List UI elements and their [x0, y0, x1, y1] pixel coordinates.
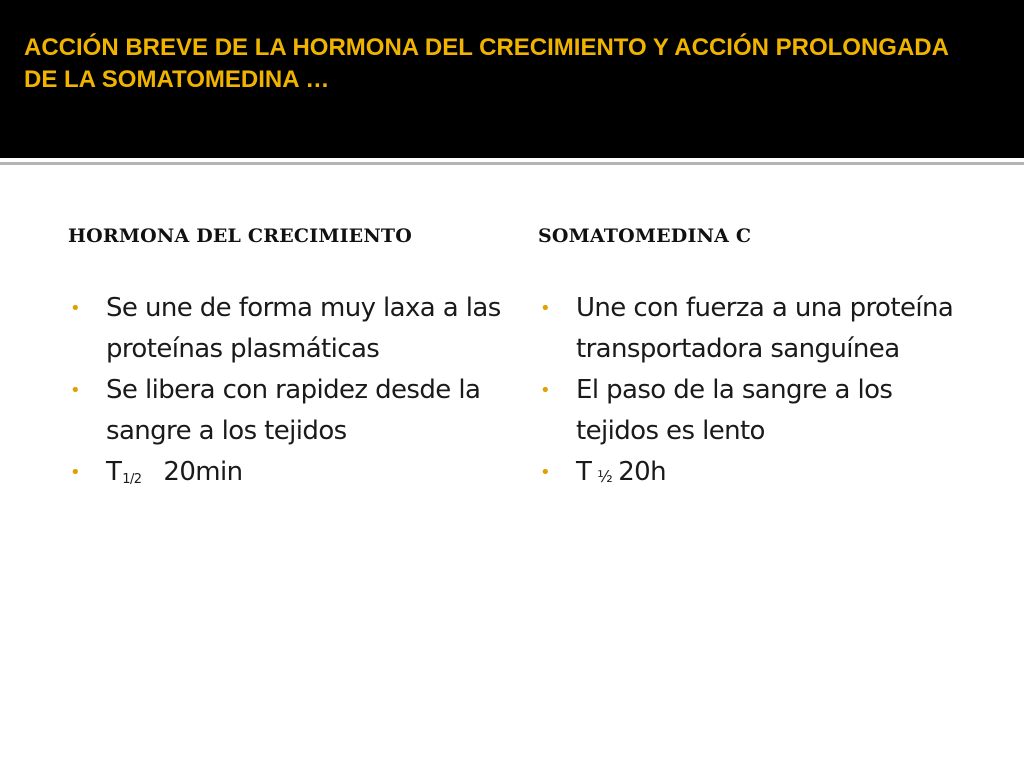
bullet-text: Se une de forma muy laxa a las proteínas plasmáticas [106, 293, 501, 364]
half-life-symbol: T [576, 457, 592, 487]
half-life-item [68, 452, 508, 500]
left-column-heading: HORMONA DEL CRECIMIENTO [68, 225, 412, 247]
right-column-heading: SOMATOMEDINA C [538, 225, 752, 247]
bullet-dot-icon: • [540, 298, 551, 319]
left-column [68, 216, 508, 500]
bullet-dot-icon: • [70, 298, 81, 319]
bullet-dot-icon: • [540, 380, 551, 401]
bullet-text: Se libera con rapidez desde la sangre a los tejidos [106, 375, 481, 446]
list-item [538, 288, 958, 370]
half-life-value: 20h [618, 457, 666, 487]
half-life-subscript: 1/2 [122, 472, 142, 487]
half-life-fraction: ½ [597, 467, 613, 486]
bullet-dot-icon: • [70, 462, 81, 483]
left-bullet-list [68, 288, 508, 500]
right-bullet-list [538, 288, 958, 497]
bullet-dot-icon: • [540, 462, 551, 483]
half-life-item [538, 452, 958, 497]
title-divider [0, 162, 1024, 165]
right-column [538, 216, 958, 497]
list-item [68, 370, 508, 452]
title-band [0, 0, 1024, 158]
bullet-text: El paso de la sangre a los tejidos es lento [576, 375, 893, 446]
list-item [538, 370, 958, 452]
half-life-value: 20min [163, 457, 243, 487]
half-life-symbol: T [106, 457, 122, 487]
slide-title: ACCIÓN BREVE DE LA HORMONA DEL CRECIMIENTO Y ACCIÓN PROLONGADA DE LA SOMATOMEDINA … [24, 34, 949, 93]
bullet-text: Une con fuerza a una proteína transportadora sanguínea [576, 293, 954, 364]
list-item [68, 288, 508, 370]
bullet-dot-icon: • [70, 380, 81, 401]
